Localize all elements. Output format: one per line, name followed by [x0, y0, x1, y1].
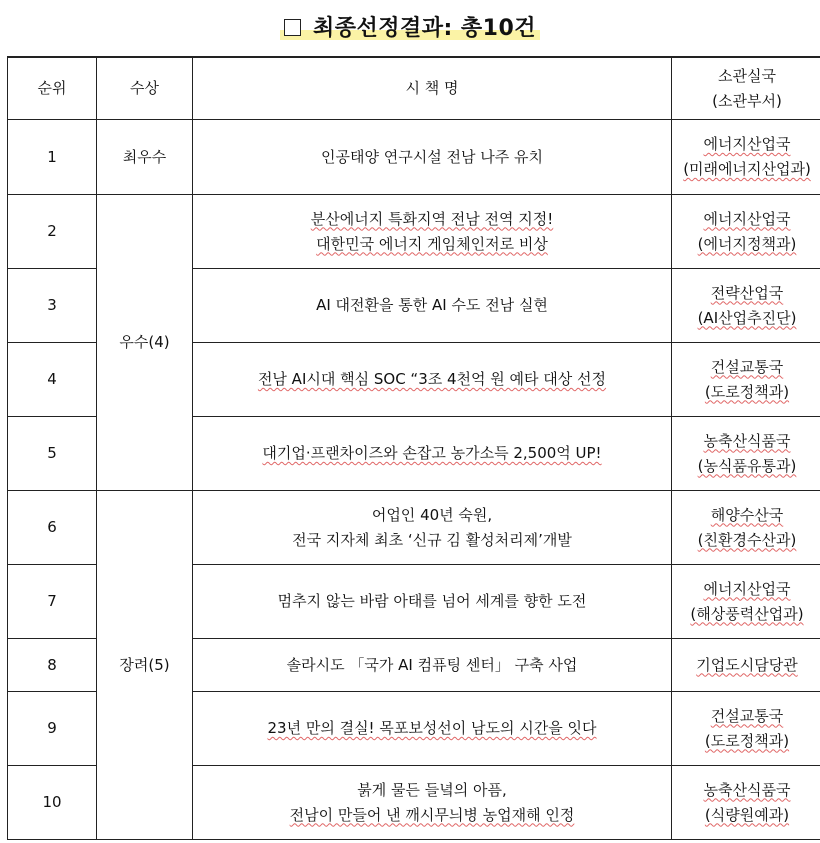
rank-cell: 9: [8, 692, 97, 766]
rank-cell: 2: [8, 195, 97, 269]
policy-line2: 전국 지자체 최초 ‘신규 김 활성처리제’개발: [292, 530, 572, 549]
policy-line1: 전남 AI시대 핵심 SOC “3조 4천억 원 예타 대상 선정: [257, 370, 607, 388]
policy-line2: 전남이 만들어 낸 깨시무늬병 농업재해 인정: [289, 805, 575, 824]
department-line1: 에너지산업국: [703, 209, 791, 228]
department-cell: [672, 692, 820, 766]
department-cell: [672, 491, 820, 565]
header-rank: 순위: [8, 57, 97, 120]
rank-cell: 1: [8, 120, 97, 195]
rank-cell: 5: [8, 417, 97, 491]
policy-cell: [193, 120, 672, 195]
policy-line1: 인공태양 연구시설 전남 나주 유치: [321, 147, 543, 166]
table-row: [8, 195, 820, 269]
department-cell: [672, 766, 820, 840]
header-award: 수상: [97, 57, 193, 120]
department-line2: (농식품유통과): [697, 456, 797, 475]
award-cell-grand: 최우수: [97, 120, 193, 195]
department-line1: 에너지산업국: [703, 135, 791, 153]
rank-cell: 10: [8, 766, 97, 840]
department-line2: (해상풍력산업과): [690, 604, 804, 623]
department-line2: (에너지정책과): [697, 234, 797, 253]
table-row: [8, 491, 820, 565]
policy-cell: [193, 766, 672, 840]
table-header-row: [8, 57, 820, 120]
results-table: [7, 56, 820, 840]
department-line2: (도로정책과): [704, 382, 790, 401]
policy-line2: 대한민국 에너지 게임체인저로 비상: [316, 234, 548, 253]
department-line1: 기업도시담당관: [696, 655, 798, 674]
department-line2: (AI산업추진단): [697, 308, 797, 327]
policy-cell: [193, 343, 672, 417]
policy-line1: 솔라시도 「국가 AI 컴퓨팅 센터」 구축 사업: [286, 655, 578, 674]
policy-cell: [193, 195, 672, 269]
rank-cell: 3: [8, 269, 97, 343]
department-line2: (미래에너지산업과): [683, 160, 811, 178]
award-cell-encouragement: 장려(5): [97, 491, 193, 840]
policy-line1: 어업인 40년 숙원,: [371, 505, 493, 524]
header-department-line1: 소관실국: [718, 66, 776, 85]
department-line1: 해양수산국: [710, 505, 784, 524]
department-line1: 건설교통국: [710, 706, 784, 725]
department-line1: 농축산식품국: [703, 431, 791, 450]
header-department-line2: (소관부서): [712, 91, 782, 110]
department-line1: 농축산식품국: [703, 780, 791, 799]
policy-cell: [193, 417, 672, 491]
department-line1: 에너지산업국: [703, 579, 791, 598]
checkbox-square-icon: [284, 19, 301, 36]
policy-line1: 붉게 물든 들녘의 아픔,: [357, 780, 507, 799]
department-cell: [672, 269, 820, 343]
policy-line1: AI 대전환을 통한 AI 수도 전남 실현: [316, 296, 548, 314]
policy-cell: [193, 491, 672, 565]
page-title-text: 최종선정결과: 총10건: [312, 15, 537, 41]
department-cell: [672, 195, 820, 269]
rank-cell: 7: [8, 565, 97, 639]
department-line2: (식량원예과): [704, 805, 790, 824]
header-policy: 시 책 명: [193, 57, 672, 120]
rank-cell: 8: [8, 639, 97, 692]
header-department: [672, 57, 820, 120]
policy-line1: 23년 만의 결실! 목포보성선이 남도의 시간을 잇다: [267, 719, 597, 737]
rank-cell: 6: [8, 491, 97, 565]
policy-line1: 분산에너지 특화지역 전남 전역 지정!: [310, 209, 554, 228]
page-title: [280, 11, 540, 42]
department-line1: 건설교통국: [710, 357, 784, 376]
policy-cell: [193, 269, 672, 343]
policy-line1: 대기업·프랜차이즈와 손잡고 농가소득 2,500억 UP!: [262, 444, 602, 462]
award-cell-excellence: 우수(4): [97, 195, 193, 491]
department-cell: [672, 343, 820, 417]
rank-cell: 4: [8, 343, 97, 417]
department-cell: [672, 639, 820, 692]
department-cell: [672, 120, 820, 195]
department-line1: 전략산업국: [710, 283, 784, 302]
policy-line1: 멈추지 않는 바람 아태를 넘어 세계를 향한 도전: [277, 592, 587, 610]
policy-cell: [193, 639, 672, 692]
department-cell: [672, 417, 820, 491]
table-row: [8, 120, 820, 195]
department-cell: [672, 565, 820, 639]
department-line2: (친환경수산과): [697, 530, 797, 549]
policy-cell: [193, 565, 672, 639]
policy-cell: [193, 692, 672, 766]
title-bar: [0, 6, 820, 46]
department-line2: (도로정책과): [704, 731, 790, 750]
